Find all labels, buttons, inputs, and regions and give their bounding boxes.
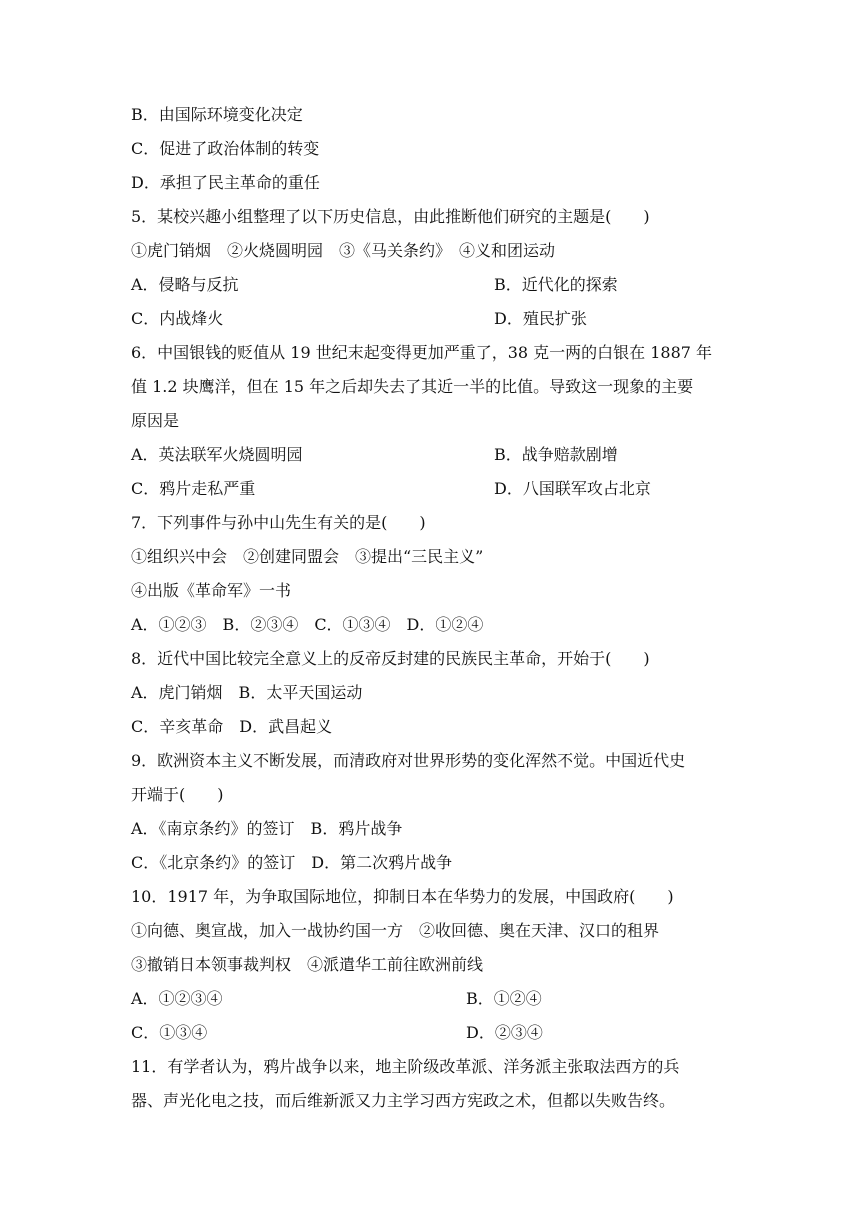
question-11-cont: 器、声光化电之技，而后维新派又力主学习西方宪政之术，但都以失败告终。 <box>131 1091 676 1110</box>
question-6-cont: 原因是 <box>131 411 180 430</box>
question-7-items: ④出版《革命军》一书 <box>131 581 292 600</box>
option-line: D．承担了民主革命的重任 <box>131 173 320 192</box>
option-line: B．由国际环境变化决定 <box>131 105 303 124</box>
question-5-items: ①虎门销烟 ②火烧圆明园 ③《马关条约》 ④义和团运动 <box>131 241 556 260</box>
question-9-options: C．《北京条约》的签订 D．第二次鸦片战争 <box>131 853 453 872</box>
option-b: B．战争赔款剧增 <box>494 445 618 464</box>
option-line: C．促进了政治体制的转变 <box>131 139 320 158</box>
question-11: 11．有学者认为，鸦片战争以来，地主阶级改革派、洋务派主张取法西方的兵 <box>131 1057 680 1076</box>
question-5: 5．某校兴趣小组整理了以下历史信息，由此推断他们研究的主题是( ) <box>131 207 650 226</box>
option-d: D．②③④ <box>466 1023 543 1042</box>
question-10: 10．1917 年，为争取国际地位，抑制日本在华势力的发展，中国政府( ) <box>131 887 674 906</box>
question-10-items: ①向德、奥宣战，加入一战协约国一方 ②收回德、奥在天津、汉口的租界 <box>131 921 660 940</box>
question-9-options: A．《南京条约》的签订 B．鸦片战争 <box>131 819 403 838</box>
option-a: A．侵略与反抗 <box>131 275 239 294</box>
option-d: D．八国联军攻占北京 <box>494 479 651 498</box>
question-9-cont: 开端于( ) <box>131 785 224 804</box>
question-7-items: ①组织兴中会 ②创建同盟会 ③提出“三民主义” <box>131 547 484 566</box>
question-7: 7．下列事件与孙中山先生有关的是( ) <box>131 513 426 532</box>
option-a: A．英法联军火烧圆明园 <box>131 445 303 464</box>
option-c: C．鸦片走私严重 <box>131 479 256 498</box>
question-10-items: ③撤销日本领事裁判权 ④派遣华工前往欧洲前线 <box>131 955 484 974</box>
option-b: B．①②④ <box>466 989 542 1008</box>
question-9: 9．欧洲资本主义不断发展，而清政府对世界形势的变化浑然不觉。中国近代史 <box>131 751 686 770</box>
option-b: B．近代化的探索 <box>494 275 618 294</box>
option-c: C．内战烽火 <box>131 309 224 328</box>
question-6-cont: 值 1.2 块鹰洋，但在 15 年之后却失去了其近一半的比值。导致这一现象的主要 <box>131 377 694 396</box>
question-8-options: C．辛亥革命 D．武昌起义 <box>131 717 333 736</box>
question-8: 8．近代中国比较完全意义上的反帝反封建的民族民主革命，开始于( ) <box>131 649 650 668</box>
option-c: C．①③④ <box>131 1023 208 1042</box>
question-7-options: A．①②③ B．②③④ C．①③④ D．①②④ <box>131 615 484 634</box>
question-8-options: A．虎门销烟 B．太平天国运动 <box>131 683 363 702</box>
option-d: D．殖民扩张 <box>494 309 587 328</box>
option-a: A．①②③④ <box>131 989 223 1008</box>
question-6: 6．中国银钱的贬值从 19 世纪末起变得更加严重了，38 克一两的白银在 1887 年 <box>131 343 713 362</box>
